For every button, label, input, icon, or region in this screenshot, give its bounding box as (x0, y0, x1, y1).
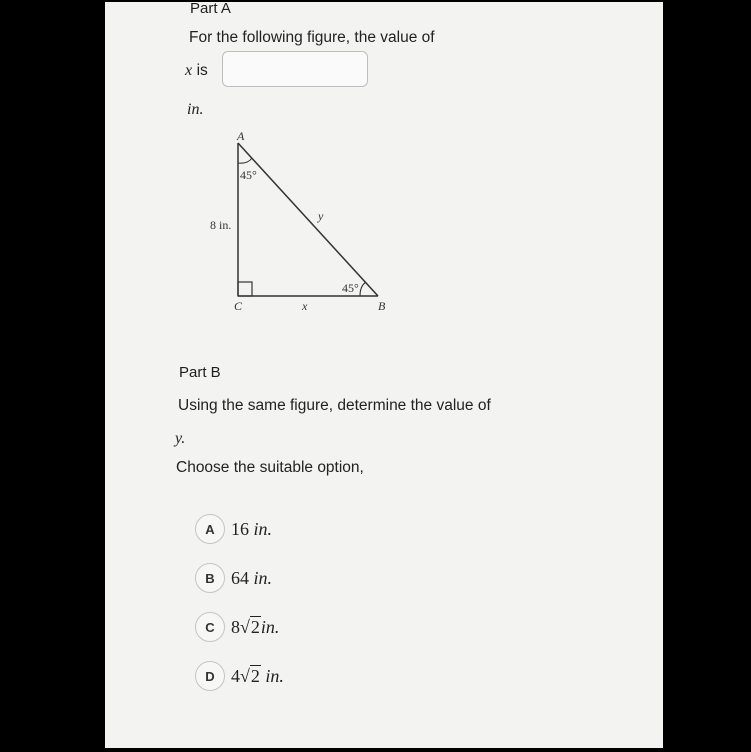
option-a-text (231, 519, 272, 540)
angle-b-label: 45° (342, 281, 359, 295)
part-a-heading: Part A (190, 0, 231, 17)
part-a-question: For the following figure, the value of (189, 29, 435, 46)
question-page (105, 2, 663, 748)
right-triangle-figure (200, 128, 400, 318)
option-d-number: 4 (231, 665, 240, 686)
vertex-a-label: A (237, 129, 245, 143)
option-c-text (231, 617, 279, 638)
x-prefix-label (185, 62, 208, 80)
option-b-text (231, 568, 272, 589)
is-text: is (196, 62, 208, 79)
option-b-letter[interactable]: B (195, 563, 225, 593)
right-angle-marker (238, 282, 252, 296)
option-a[interactable] (195, 513, 272, 545)
option-d-unit: in. (265, 665, 284, 686)
option-a-unit: in. (253, 518, 273, 539)
option-b-unit: in. (253, 567, 273, 588)
option-c-sqrt: √2 (240, 616, 260, 637)
side-ac-label: 8 in. (210, 218, 232, 232)
x-answer-input[interactable] (222, 51, 368, 87)
vertex-b-label: B (378, 299, 386, 313)
option-d[interactable] (195, 660, 284, 692)
part-a-unit: in. (187, 101, 204, 118)
option-a-number: 16 (231, 518, 249, 539)
side-ab-label: y (318, 209, 324, 223)
option-d-radicand: 2 (250, 665, 260, 686)
option-c-letter[interactable]: C (195, 612, 225, 642)
option-b-number: 64 (231, 567, 249, 588)
option-d-sqrt: √2 (240, 665, 260, 686)
angle-a-label: 45° (240, 168, 257, 182)
vertex-c-label: C (234, 299, 243, 313)
option-c-radicand: 2 (250, 616, 260, 637)
x-variable: x (185, 62, 193, 79)
part-b-heading: Part B (179, 364, 221, 381)
part-b-variable: y. (175, 430, 186, 447)
option-a-letter[interactable]: A (195, 514, 225, 544)
side-cb-label: x (302, 299, 308, 313)
angle-b-arc (360, 282, 366, 296)
option-d-text (231, 666, 284, 687)
part-b-instruction: Choose the suitable option, (176, 459, 364, 476)
angle-a-arc (238, 158, 252, 163)
side-ab-line (238, 143, 378, 296)
part-b-question: Using the same figure, determine the value of (178, 397, 491, 414)
option-d-letter[interactable]: D (195, 661, 225, 691)
option-c-number: 8 (231, 616, 240, 637)
option-c-unit: in. (260, 616, 280, 637)
option-c[interactable] (195, 611, 279, 643)
option-b[interactable] (195, 562, 272, 594)
